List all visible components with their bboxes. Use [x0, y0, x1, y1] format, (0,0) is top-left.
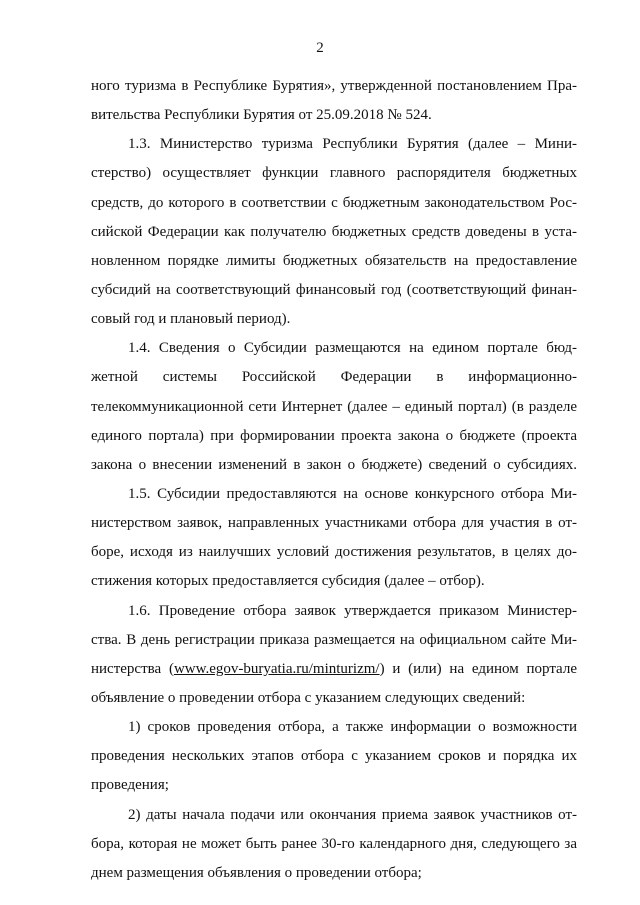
- text-line: закона о внесении изменений в закон о бюджете) сведений о субсидиях.: [91, 456, 577, 473]
- text-line: субсидий на соответствующий финансовый год (соответствующий финан-: [91, 281, 577, 298]
- text-line: вительства Республики Бурятия от 25.09.2018 № 524.: [91, 107, 432, 124]
- text-line: 1.4. Сведения о Субсидии размещаются на едином портале бюд-: [128, 340, 577, 357]
- text-line: 1.5. Субсидии предоставляются на основе конкурсного отбора Ми-: [128, 485, 577, 502]
- text-line: 1.3. Министерство туризма Республики Бурятия (далее – Мини-: [128, 136, 577, 153]
- text-line: жетной системы Российской Федерации в информационно-: [91, 369, 577, 386]
- text-line: 1) сроков проведения отбора, а также информации о возможности: [128, 719, 577, 736]
- text-line: 1.6. Проведение отбора заявок утверждается приказом Министер-: [128, 602, 577, 619]
- text-line: единого портала) при формировании проекта закона о бюджете (проекта: [91, 427, 577, 444]
- text-line: стерство) осуществляет функции главного распорядителя бюджетных: [91, 165, 577, 182]
- text-line: сийской Федерации как получателю бюджетных средств доведены в уста-: [91, 223, 577, 240]
- text-line: ства. В день регистрации приказа размещается на официальном сайте Ми-: [91, 631, 577, 648]
- text-line: 2) даты начала подачи или окончания приема заявок участников от-: [128, 806, 577, 823]
- text-line: совый год и плановый период).: [91, 311, 291, 328]
- text-line: новленном порядке лимиты бюджетных обязательств на предоставление: [91, 252, 577, 269]
- ministry-website-link[interactable]: www.egov-buryatia.ru/minturizm/: [173, 660, 380, 677]
- text-line: бора, которая не может быть ранее 30-го календарного дня, следующего за: [91, 835, 577, 852]
- text-line: боре, исходя из наилучших условий достижения результатов, в целях до-: [91, 544, 577, 561]
- text-line: средств, до которого в соответствии с бюджетным законодательством Рос-: [91, 194, 577, 211]
- text-line: объявление о проведении отбора с указанием следующих сведений:: [91, 689, 526, 706]
- text-line: нистерством заявок, направленных участниками отбора для участия в от-: [91, 515, 577, 532]
- text-line: телекоммуникационной сети Интернет (далее – единый портал) (в разделе: [91, 398, 577, 415]
- text-line: ного туризма в Республике Бурятия», утвержденной постановлением Пра-: [91, 78, 577, 94]
- text-line: проведения;: [91, 777, 169, 794]
- text-line: проведения нескольких этапов отбора с указанием сроков и порядка их: [91, 748, 577, 765]
- text-segment: нистерства (: [91, 660, 174, 677]
- text-segment: ) и (или) на едином портале: [379, 660, 577, 677]
- page-number: 2: [316, 40, 324, 56]
- text-line: стижения которых предоставляется субсидия (далее – отбор).: [91, 573, 485, 590]
- text-line: днем размещения объявления о проведении отбора;: [91, 864, 422, 881]
- document-body: [91, 72, 577, 888]
- text-line: [91, 655, 577, 684]
